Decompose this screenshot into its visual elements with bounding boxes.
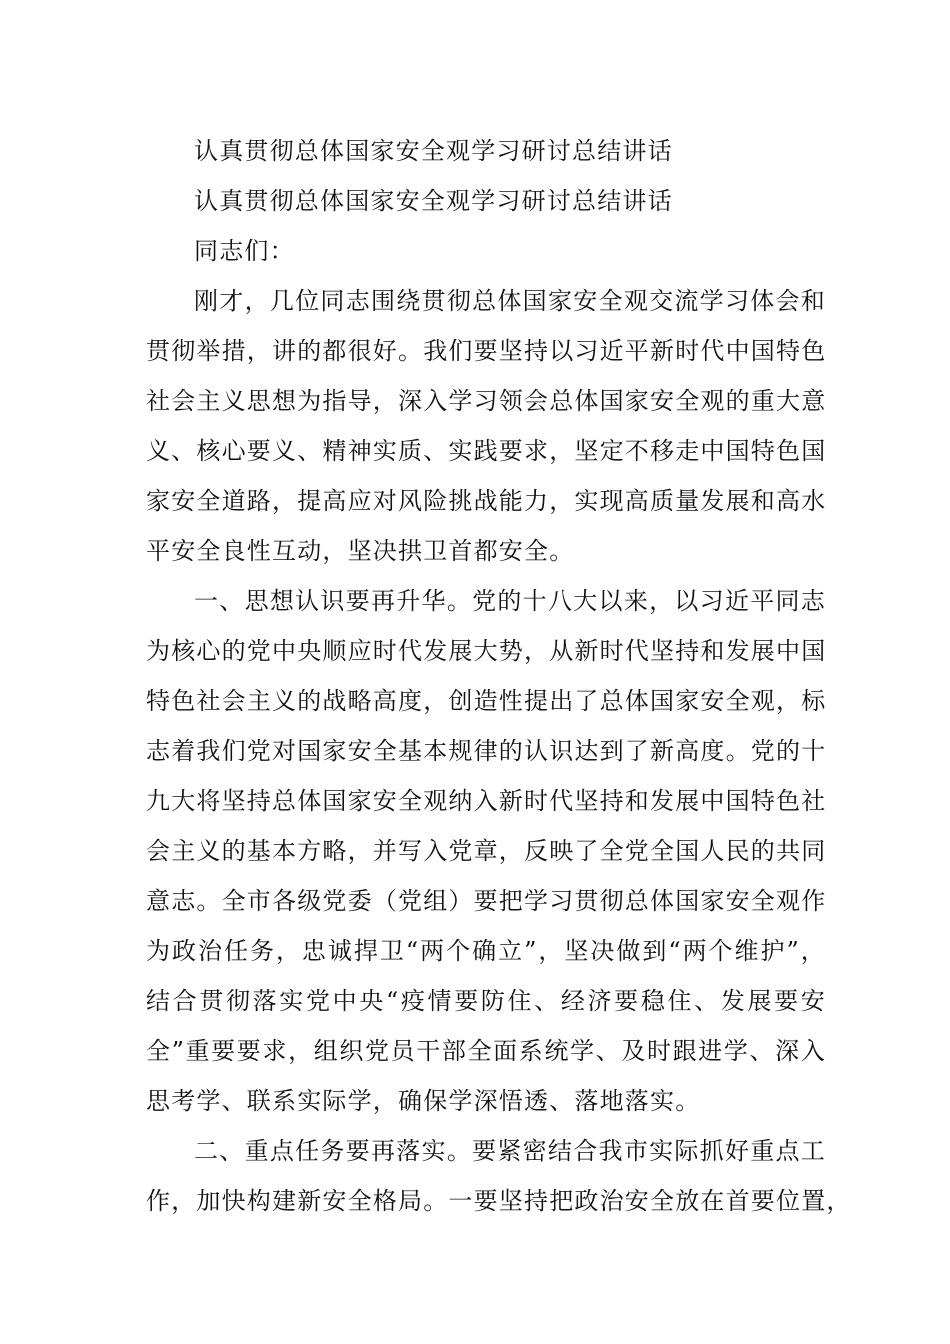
paragraph-2-line: 意志。全市各级党委（党组）要把学习贯彻总体国家安全观作 [146,887,827,915]
document-title: 认真贯彻总体国家安全观学习研讨总结讲话 [194,137,673,165]
paragraph-2-line: 为政治任务，忠诚捍卫“两个确立”，坚决做到“两个维护”， [146,937,826,965]
paragraph-3-line: 作，加快构建新安全格局。一要坚持把政治安全放在首要位置， [146,1187,852,1215]
paragraph-3-line: 二、重点任务要再落实。要紧密结合我市实际抓好重点工 [194,1137,826,1165]
paragraph-2-line: 特色社会主义的战略高度，创造性提出了总体国家安全观，标 [146,687,827,715]
document-title-repeat: 认真贯彻总体国家安全观学习研讨总结讲话 [194,187,673,215]
paragraph-1-line: 刚才，几位同志围绕贯彻总体国家安全观交流学习体会和 [194,287,826,315]
paragraph-2-line: 结合贯彻落实党中央“疫情要防住、经济要稳住、发展要安 [146,987,826,1015]
paragraph-1-line: 义、核心要义、精神实质、实践要求，坚定不移走中国特色国 [146,437,827,465]
paragraph-2-line: 九大将坚持总体国家安全观纳入新时代坚持和发展中国特色社 [146,787,827,815]
paragraph-1-line: 平安全良性互动，坚决拱卫首都安全。 [146,537,575,565]
paragraph-1-line: 家安全道路，提高应对风险挑战能力，实现高质量发展和高水 [146,487,827,515]
paragraph-2-line: 全”重要要求，组织党员干部全面系统学、及时跟进学、深入 [146,1037,826,1065]
paragraph-2-line: 思考学、联系实际学，确保学深悟透、落地落实。 [146,1087,701,1115]
paragraph-2-line: 为核心的党中央顺应时代发展大势，从新时代坚持和发展中国 [146,637,827,665]
paragraph-1-line: 贯彻举措，讲的都很好。我们要坚持以习近平新时代中国特色 [146,337,827,365]
paragraph-2-line: 会主义的基本方略，并写入党章，反映了全党全国人民的共同 [146,837,827,865]
paragraph-1-line: 社会主义思想为指导，深入学习领会总体国家安全观的重大意 [146,387,827,415]
paragraph-2-line: 志着我们党对国家安全基本规律的认识达到了新高度。党的十 [146,737,827,765]
salutation: 同志们： [194,237,295,265]
paragraph-2-line: 一、思想认识要再升华。党的十八大以来，以习近平同志 [194,587,826,615]
